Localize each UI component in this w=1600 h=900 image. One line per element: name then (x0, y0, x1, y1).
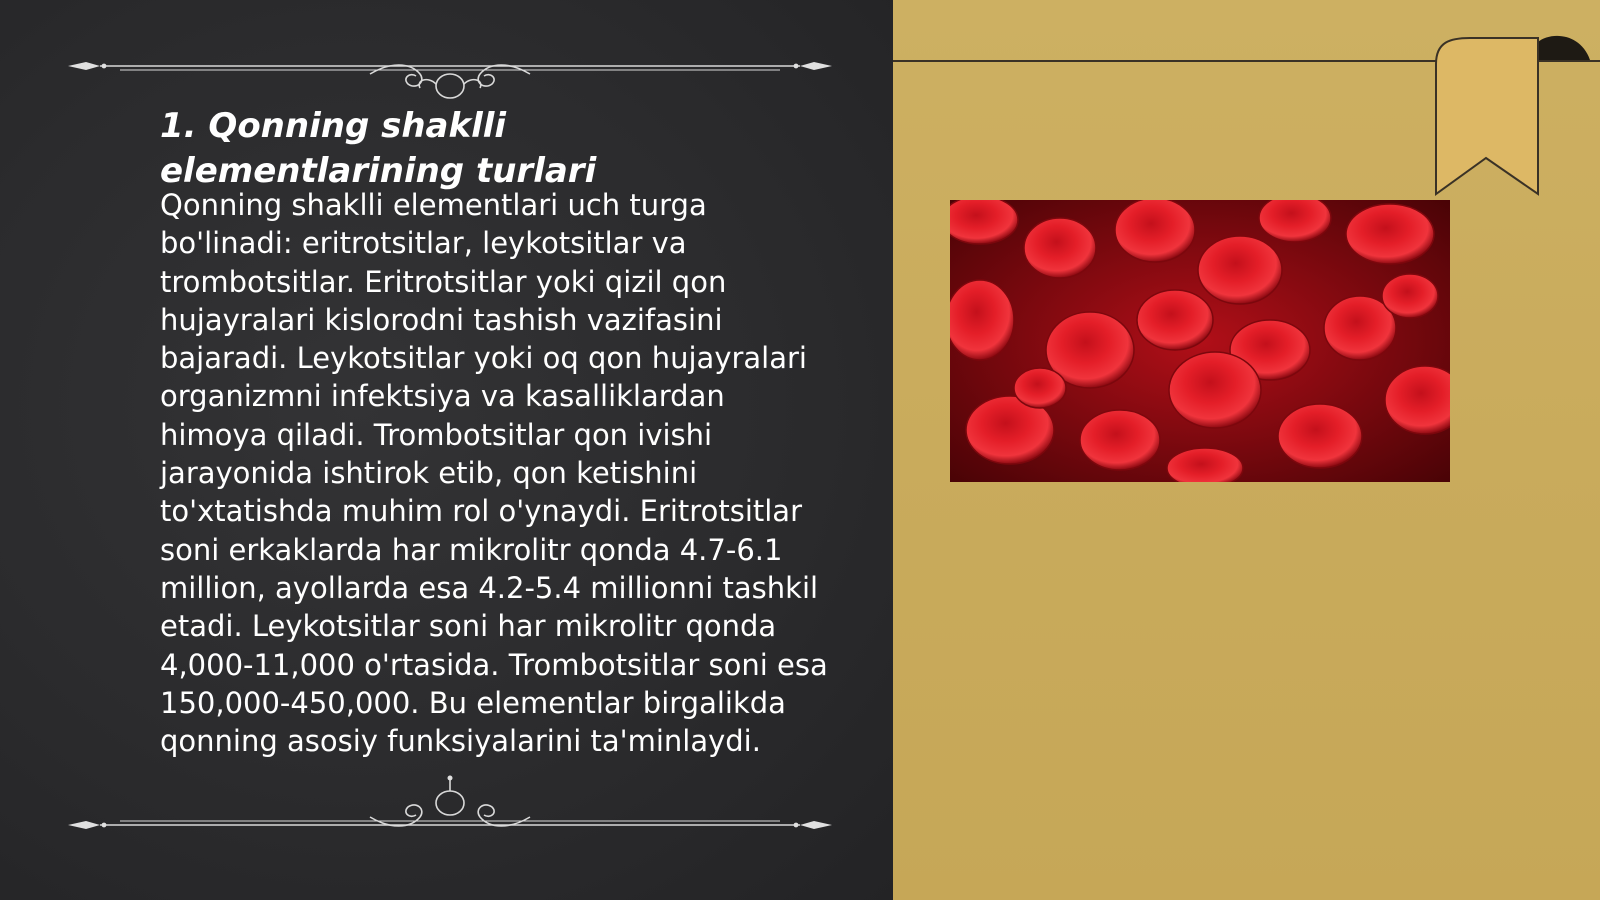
slide-title: 1. Qonning shaklli elementlarining turlari (160, 106, 597, 191)
bookmark-ribbon-icon (1430, 30, 1600, 205)
slide-body-text: Qonning shaklli elementlari uch turga bo'linadi: eritrotsitlar, leykotsitlar va trombotsitlar. Eritrotsitlar yoki qizil qon hujayralari kislorodni tashish vazifasini bajaradi. Leykotsitlar yoki oq qon hujayralari organizmni infektsiya va kasalliklardan himoya qiladi. Trombotsitlar qon ivishi jarayonida ishtirok etib, qon ketishini to'xtatishda muhim rol o'ynaydi. Eritrotsitlar soni erkaklarda har mikrolitr qonda 4.7-6.1 million, ayollarda esa 4.2-5.4 millionni tashkil etadi. Leykotsitlar soni har mikrolitr qonda 4,000-11,000 o'rtasida. Trombotsitlar soni esa 150,000-450,000. Bu elementlar birgalikda qonning asosiy funksiyalarini ta'minlaydi. (160, 188, 828, 759)
bottom-ornament-divider (60, 765, 840, 835)
red-blood-cells-photo (950, 200, 1450, 482)
top-ornament-divider (60, 40, 840, 110)
